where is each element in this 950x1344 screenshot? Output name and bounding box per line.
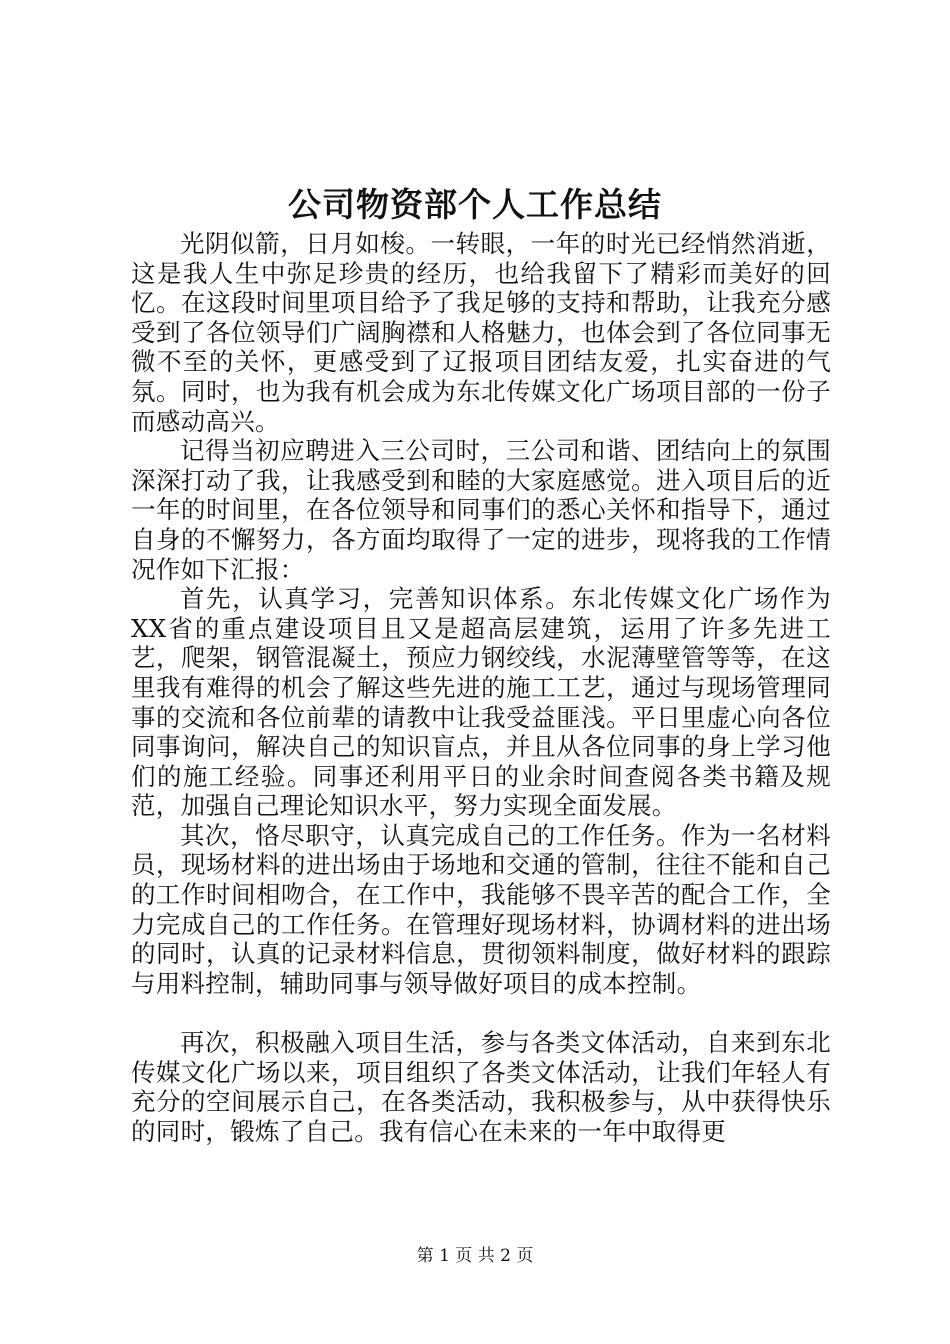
page-footer: 第 1 页 共 2 页: [416, 1246, 534, 1266]
document-title: 公司物资部个人工作总结: [288, 185, 662, 224]
document-body: [131, 229, 831, 1146]
paragraph-duties: 其次，恪尽职守，认真完成自己的工作任务。作为一名材料员，现场材料的进出场由于场地和交通的管制，往往不能和自己的工作时间相吻合，在工作中，我能够不畏辛苦的配合工作，全力完成自己的工作任务。在管理好现场材料，协调材料的进出场的同时，认真的记录材料信息，贯彻领料制度，做好材料的跟踪与用料控制，辅助同事与领导做好项目的成本控制。: [131, 820, 831, 998]
paragraph-activities: 再次，积极融入项目生活，参与各类文体活动，自来到东北传媒文化广场以来，项目组织了各类文体活动，让我们年轻人有充分的空间展示自己，在各类活动，我积极参与，从中获得快乐的同时，锻炼了自己。我有信心在未来的一年中取得更: [131, 1028, 831, 1146]
paragraph-intro: 光阴似箭，日月如梭。一转眼，一年的时光已经悄然消逝，这是我人生中弥足珍贵的经历，也给我留下了精彩而美好的回忆。在这段时间里项目给予了我足够的支持和帮助，让我充分感受到了各位领导们广阔胸襟和人格魅力，也体会到了各位同事无微不至的关怀，更感受到了辽报项目团结友爱，扎实奋进的气氛。同时，也为我有机会成为东北传媒文化广场项目部的一份子而感动高兴。: [131, 229, 831, 436]
paragraph-learning: 首先，认真学习，完善知识体系。东北传媒文化广场作为XX省的重点建设项目且又是超高层建筑，运用了许多先进工艺，爬架，钢管混凝土，预应力钢绞线，水泥薄壁管等等，在这里我有难得的机会了解这些先进的施工工艺，通过与现场管理同事的交流和各位前辈的请教中让我受益匪浅。平日里虚心向各位同事询问，解决自己的知识盲点，并且从各位同事的身上学习他们的施工经验。同事还利用平日的业余时间查阅各类书籍及规范，加强自己理论知识水平，努力实现全面发展。: [131, 584, 831, 821]
paragraph-joining: 记得当初应聘进入三公司时，三公司和谐、团结向上的氛围深深打动了我，让我感受到和睦的大家庭感觉。进入项目后的近一年的时间里，在各位领导和同事们的悉心关怀和指导下，通过自身的不懈努力，各方面均取得了一定的进步，现将我的工作情况作如下汇报：: [131, 436, 831, 584]
